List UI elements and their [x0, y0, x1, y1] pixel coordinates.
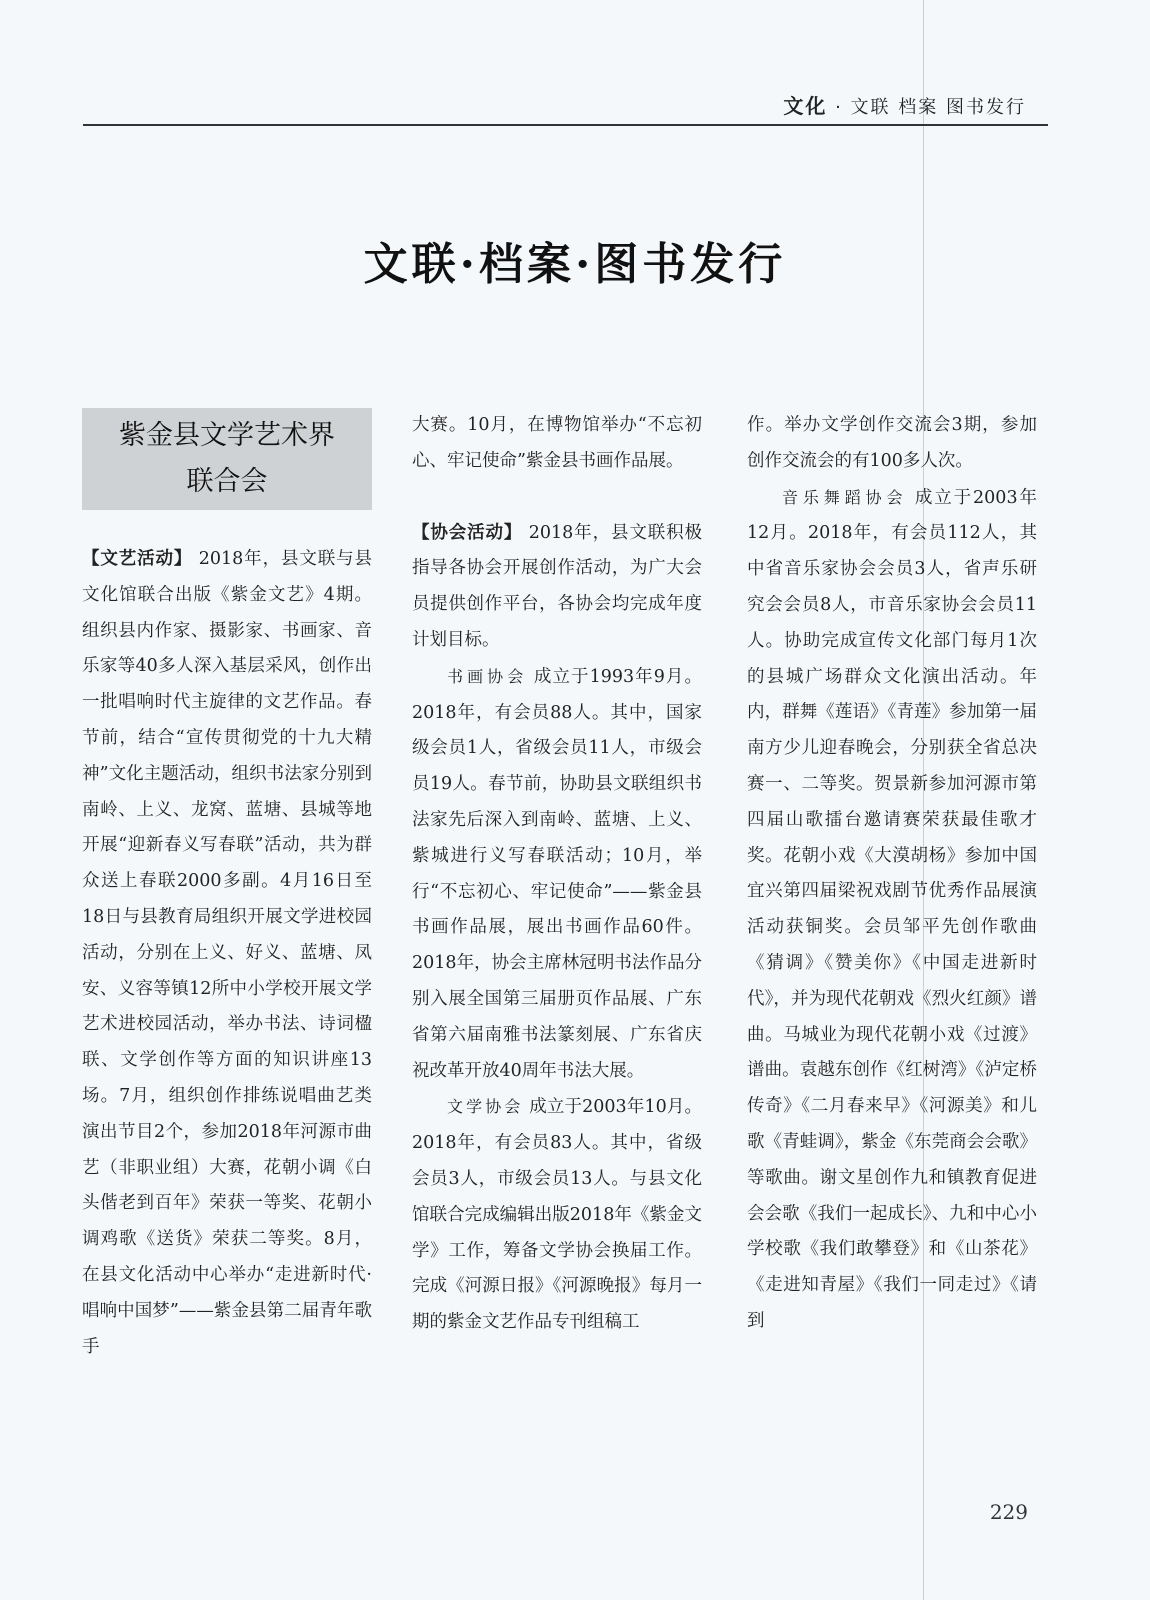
calligraphy-association-text: 成立于1993年9月。2018年，有会员88人。其中，国家级会员1人，省级会员11人，市级会员19人。春节前，协助县文联组织书法家先后深入到南岭、蓝塘、上义、紫城进行义写春联活动；10月，举行“不忘初心、牢记使命”——紫金县书画作品展，展出书画作品60件。2018年，协会主席林冠明书法作品分别入展全国第三届册页作品展、广东省第六届南雅书法篆刻展、广东省庆祝改革开放40周年书法大展。 [412, 666, 702, 1081]
continued-paragraph-col3: 作。举办文学创作交流会3期，参加创作交流会的有100多人次。 [747, 415, 1037, 471]
association-activities-paragraph [412, 516, 702, 659]
literature-association-paragraph [412, 1089, 702, 1341]
calligraphy-association-name: 书画协会 [447, 666, 528, 686]
association-activities-text: 2018年，县文联积极指导各协会开展创作活动，为广大会员提供创作平台，各协会均完成年度计划目标。 [412, 522, 702, 650]
arts-activities-paragraph [82, 542, 372, 1365]
running-head-subsection: · 文联 档案 图书发行 [835, 97, 1026, 118]
literature-association-name: 文学协会 [447, 1097, 524, 1117]
calligraphy-association-paragraph [412, 659, 702, 1090]
running-head [783, 90, 1026, 119]
organization-heading-box [82, 408, 372, 510]
header-rule [83, 124, 1048, 126]
column-1 [82, 408, 372, 1365]
continued-paragraph: 大赛。10月，在博物馆举办“不忘初心、牢记使命”紫金县书画作品展。 [412, 415, 702, 471]
organization-heading-line-1: 紫金县文学艺术界 [119, 420, 335, 451]
arts-activities-tag: 【文艺活动】 [82, 549, 193, 569]
music-dance-association-paragraph [747, 480, 1037, 1340]
page-number: 229 [989, 1500, 1028, 1524]
spacer [412, 480, 702, 516]
music-dance-association-name: 音乐舞蹈协会 [782, 487, 908, 507]
music-dance-association-text: 成立于2003年12月。2018年，有会员112人，其中省音乐家协会会员3人，省声乐研究会会员8人，市音乐家协会会员11人。协助完成宣传文化部门每月1次的县城广场群众文化演出活动。年内，群舞《莲语》《青莲》参加第一届南方少儿迎春晚会，分别获全省总决赛一、二等奖。贺景新参加河源市第四届山歌擂台邀请赛荣获最佳歌才奖。花朝小戏《大漠胡杨》参加中国宜兴第四届梁祝戏剧节优秀作品展演活动获铜奖。会员邹平先创作歌曲《猜调》《赞美你》《中国走进新时代》，并为现代花朝戏《烈火红颜》谱曲。马城业为现代花朝小戏《过渡》谱曲。袁越东创作《红树湾》《泸定桥传奇》《二月春来早》《河源美》和儿歌《青蛙调》，紫金《东莞商会会歌》等歌曲。谢文星创作九和镇教育促进会会歌《我们一起成长》、九和中心小学校歌《我们敢攀登》和《山茶花》《走进知青屋》《我们一同走过》《请到 [747, 487, 1037, 1331]
literature-association-text: 成立于2003年10月。2018年，有会员83人。其中，省级会员3人，市级会员13人。与县文化馆联合完成编辑出版2018年《紫金文学》工作，筹备文学协会换届工作。完成《河源日报》《河源晚报》每月一期的紫金文艺作品专刊组稿工 [412, 1097, 702, 1333]
running-head-section: 文化 [783, 94, 828, 118]
column-3 [747, 408, 1037, 1340]
column-2 [412, 408, 702, 1341]
organization-heading-line-2: 联合会 [186, 466, 268, 497]
arts-activities-text: 2018年，县文联与县文化馆联合出版《紫金文艺》4期。组织县内作家、摄影家、书画家、音乐家等40多人深入基层采风，创作出一批唱响时代主旋律的文艺作品。春节前，结合“宣传贯彻党的十九大精神”文化主题活动，组织书法家分别到南岭、上义、龙窝、蓝塘、县城等地开展“迎新春义写春联”活动，共为群众送上春联2000多副。4月16日至18日与县教育局组织开展文学进校园活动，分别在上义、好义、蓝塘、凤安、义容等镇12所中小学校开展文学艺术进校园活动，举办书法、诗词楹联、文学创作等方面的知识讲座13场。7月，组织创作排练说唱曲艺类演出节目2个，参加2018年河源市曲艺（非职业组）大赛，花朝小调《白头偕老到百年》荣获一等奖、花朝小调鸡歌《送货》荣获二等奖。8月，在县文化活动中心举办“走进新时代·唱响中国梦”——紫金县第二届青年歌手 [82, 549, 372, 1357]
page-title: 文联·档案·图书发行 [363, 239, 787, 290]
association-activities-tag: 【协会活动】 [412, 522, 523, 543]
